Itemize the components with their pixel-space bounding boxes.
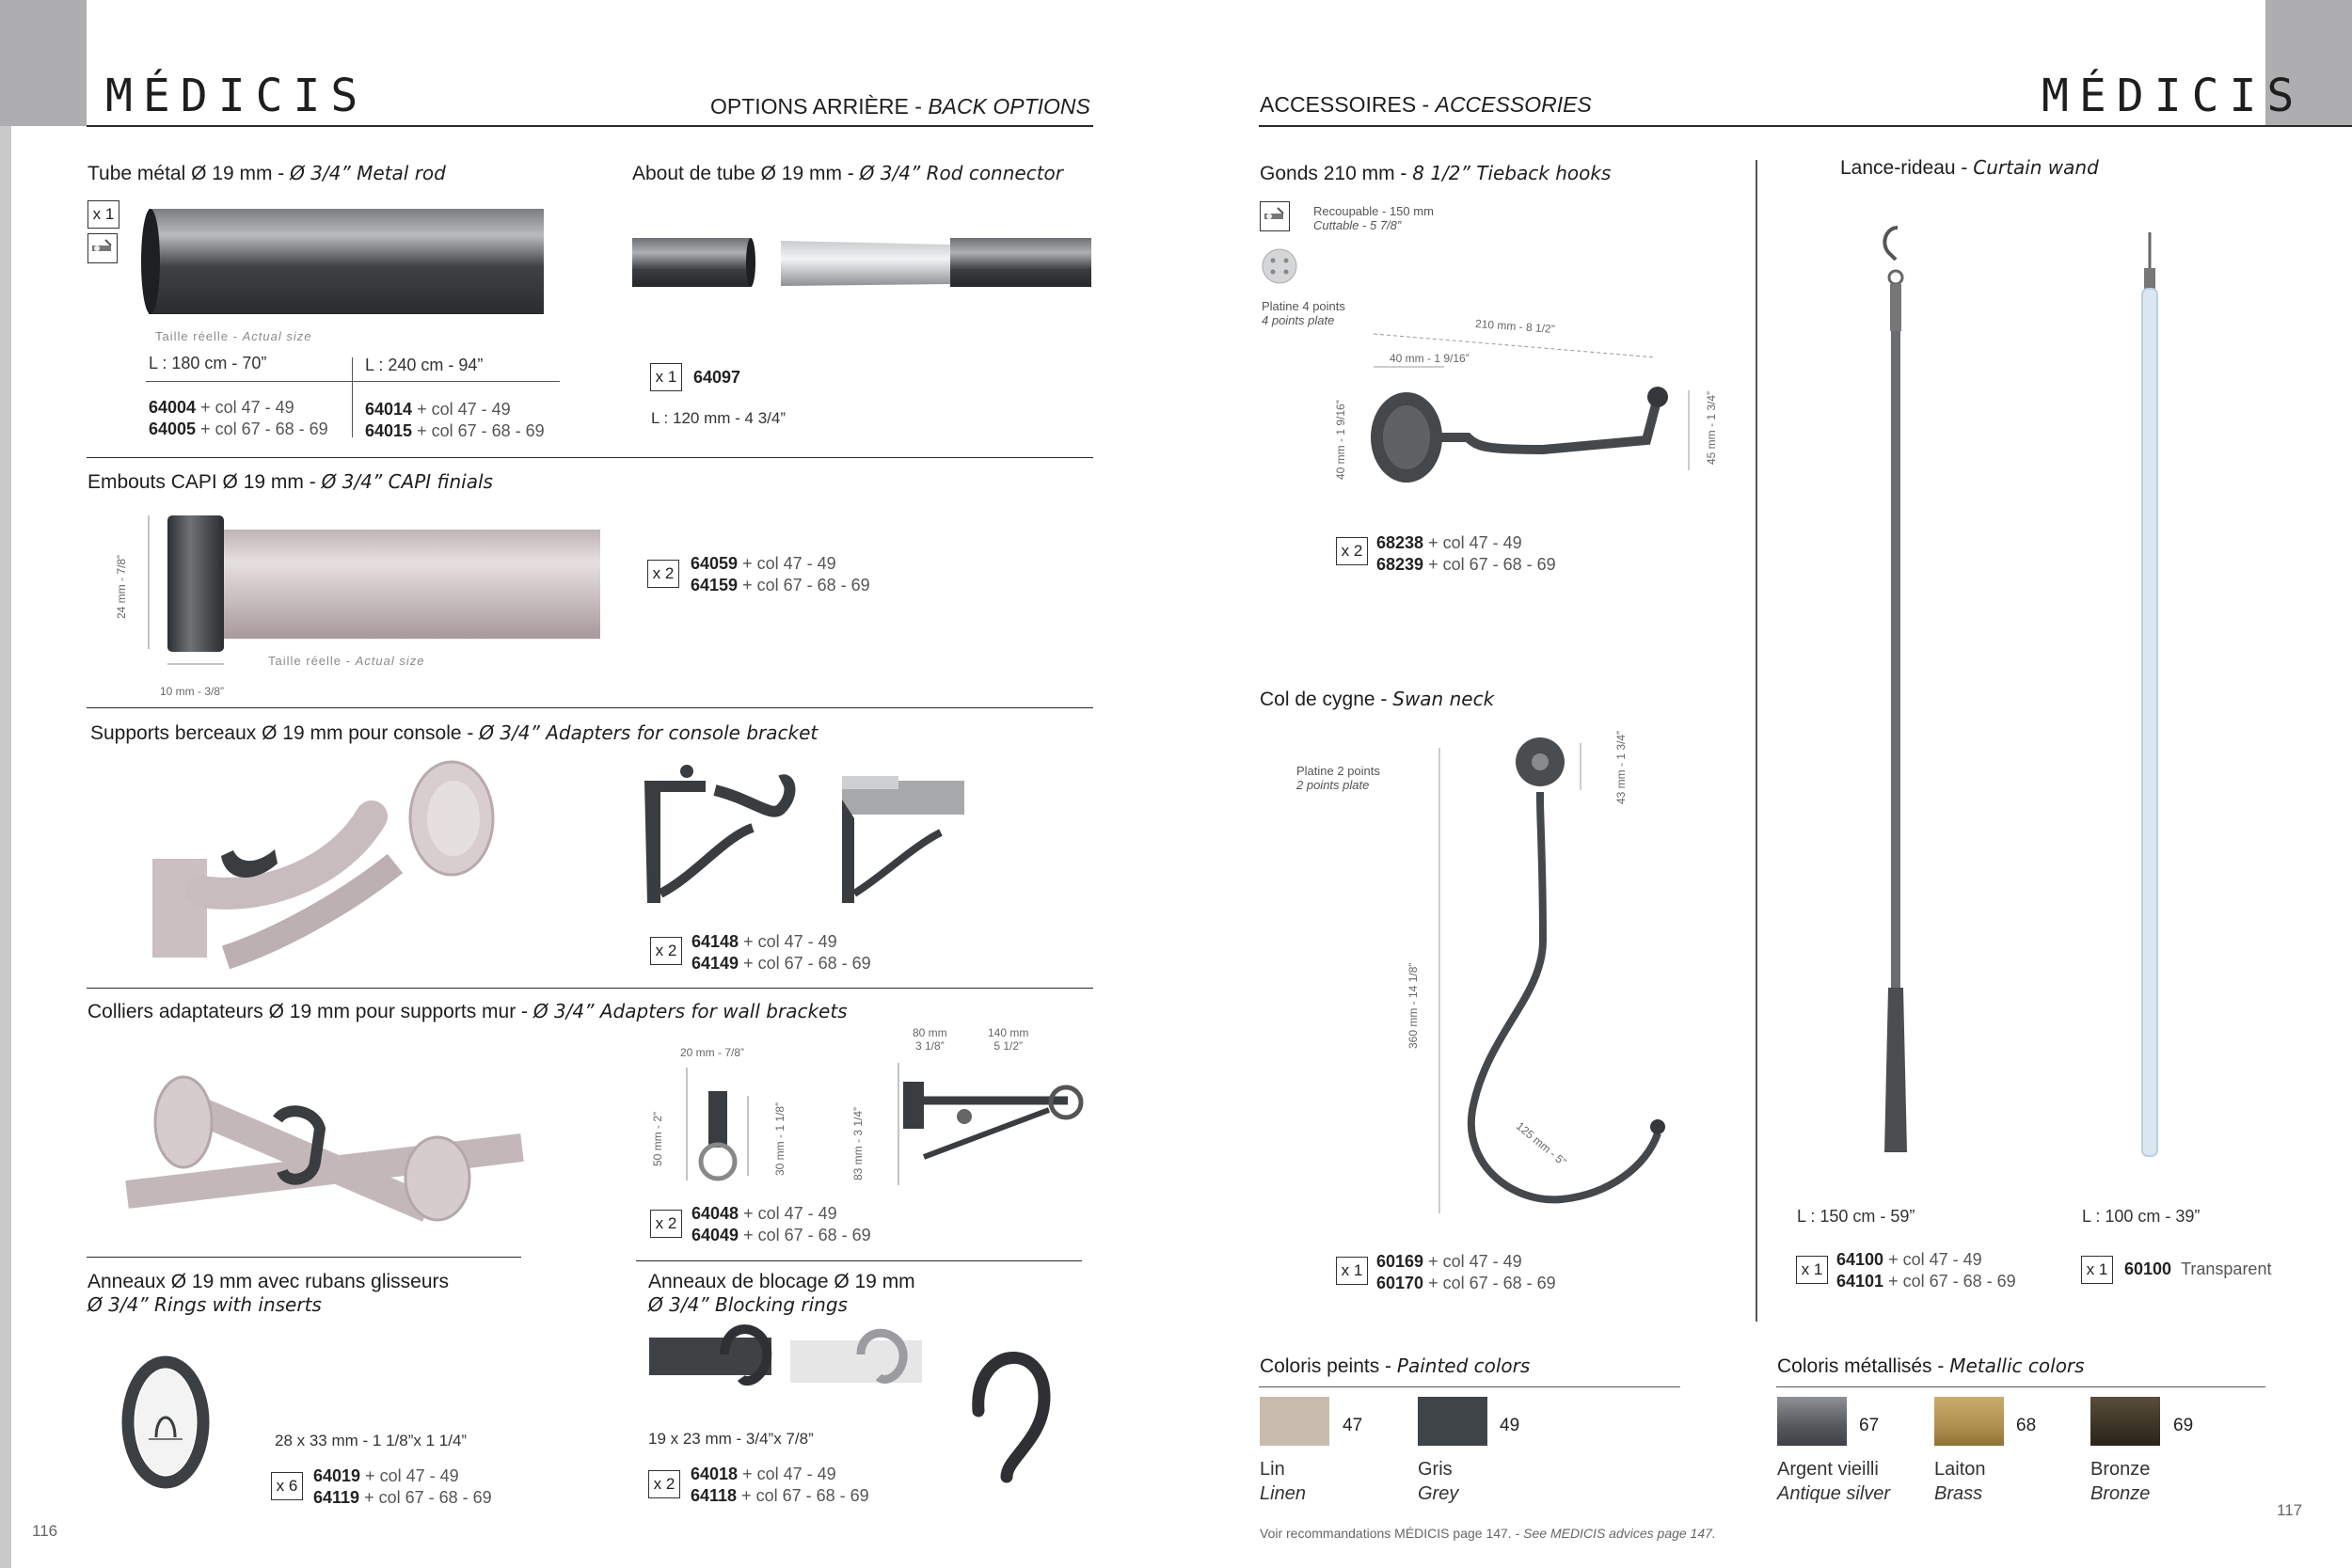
swan-dim-43: 43 mm - 1 3/4”: [1614, 730, 1628, 804]
metal-rod-qty: x 1: [87, 200, 119, 229]
swan-code-1-rest: + col 47 - 49: [1423, 1252, 1522, 1271]
metal-rod-code-b2: 64015: [365, 421, 413, 440]
painted-colors-title: [1260, 1354, 1530, 1378]
tieback-cuttable-en: Cuttable - 5 7/8”: [1313, 218, 1402, 232]
console-bracket-images: [640, 762, 969, 912]
rings-inserts-code-1: 64019: [313, 1466, 361, 1485]
capi-dim-height: 24 mm - 7/8”: [115, 554, 128, 619]
swan-neck-title-en: Swan neck: [1392, 688, 1495, 710]
metal-rod-codes-b: [365, 399, 545, 442]
console-code-1: 64148: [691, 932, 739, 951]
wall-codes: [691, 1203, 871, 1246]
metal-rod-code-a2-rest: + col 67 - 68 - 69: [196, 420, 328, 438]
capi-finials-title-fr: Embouts CAPI Ø 19 mm -: [87, 471, 322, 493]
blocking-rings-size: 19 x 23 mm - 3/4”x 7/8”: [648, 1430, 814, 1448]
rule-after-capi: [87, 707, 1093, 708]
curtain-wand-code-t: 60100: [2124, 1259, 2172, 1278]
blocking-rings-codes: [691, 1464, 869, 1507]
console-adapters-title-fr: Supports berceaux Ø 19 mm pour console -: [90, 722, 480, 744]
tieback-cuttable-saw-icon: [1260, 201, 1290, 231]
capi-actual-size-fr: Taille réelle -: [268, 654, 356, 668]
metal-rod-table-rule: [146, 381, 560, 382]
swan-qty: x 1: [1336, 1257, 1368, 1285]
metal-rod-title: [87, 162, 446, 185]
painted-colors-title-fr: Coloris peints -: [1260, 1355, 1397, 1377]
right-brand-title: MÉDICIS: [2042, 70, 2305, 122]
metal-rod-code-b2-rest: + col 67 - 68 - 69: [412, 421, 545, 440]
metallic-colors-title-fr: Coloris métallisés -: [1777, 1355, 1950, 1377]
blocking-rings-code-1: 64018: [691, 1465, 739, 1483]
metal-rod-code-a1: 64004: [149, 398, 197, 417]
swatch-68-num: 68: [2016, 1416, 2037, 1435]
console-qty: x 2: [650, 937, 682, 965]
rod-connector-title-en: Ø 3/4” Rod connector: [859, 162, 1064, 184]
tieback-dim-210: 210 mm - 8 1/2”: [1474, 317, 1556, 336]
metallic-colors-rule: [1776, 1386, 2265, 1387]
blocking-rings-code-1-rest: + col 47 - 49: [738, 1465, 836, 1483]
blocking-rings-title-fr: Anneaux de blocage Ø 19 mm: [648, 1271, 915, 1292]
console-adapters-title-en: Ø 3/4” Adapters for console bracket: [479, 721, 818, 744]
wall-qty: x 2: [650, 1210, 682, 1238]
left-grey-margin: [0, 126, 11, 1568]
capi-dim-width: 10 mm - 3/8”: [160, 685, 225, 698]
tieback-qty: x 2: [1336, 537, 1368, 565]
curtain-wand-title-fr: Lance-rideau -: [1840, 157, 1974, 179]
metal-rod-length-a: L : 180 cm - 70”: [149, 354, 267, 372]
tieback-codes: [1376, 532, 1556, 576]
wall-dim-140-mm: 140 mm: [988, 1026, 1029, 1039]
blocking-rings-code-2-rest: + col 67 - 68 - 69: [737, 1486, 869, 1505]
tieback-code-2: 68239: [1376, 555, 1424, 574]
swatch-47-name: [1260, 1457, 1306, 1506]
right-page-number: 117: [2277, 1501, 2303, 1519]
tieback-hooks-title: [1260, 162, 1611, 185]
rule-rings-left: [87, 1257, 521, 1258]
curtain-wand-length-metal: L : 150 cm - 59”: [1797, 1207, 1915, 1226]
swatch-67-fr: Argent vieilli: [1777, 1459, 1879, 1480]
curtain-wand-code-1-rest: + col 47 - 49: [1883, 1250, 1982, 1269]
console-adapter-image: [151, 760, 499, 958]
capi-code-2-rest: + col 67 - 68 - 69: [738, 576, 870, 594]
metal-rod-title-en: Ø 3/4” Metal rod: [290, 162, 446, 184]
metal-rod-actual-size-fr: Taille réelle -: [155, 329, 243, 343]
cuttable-saw-icon: [87, 233, 118, 263]
rings-inserts-qty: x 6: [271, 1472, 303, 1500]
wall-bracket-diagram: [880, 1058, 1096, 1190]
swan-plate: [1296, 764, 1380, 792]
capi-code-1: 64059: [691, 554, 739, 573]
right-footer-fr: Voir recommandations MÉDICIS page 147. -: [1260, 1526, 1524, 1541]
painted-colors-rule: [1259, 1386, 1680, 1387]
left-brand-title: MÉDICIS: [105, 70, 369, 122]
wall-code-2: 64049: [691, 1226, 739, 1244]
rod-connector-title-fr: About de tube Ø 19 mm -: [632, 163, 860, 184]
rings-inserts-codes: [313, 1465, 492, 1509]
left-grey-tab: [0, 0, 87, 126]
console-codes: [691, 931, 871, 974]
metal-rod-code-a2: 64005: [149, 420, 197, 438]
console-code-1-rest: + col 47 - 49: [739, 932, 837, 951]
swatch-49-name: [1418, 1457, 1458, 1506]
right-header-rule: [1259, 125, 2352, 127]
capi-codes: [691, 553, 870, 596]
swatch-67-num: 67: [1859, 1416, 1880, 1435]
swan-neck-title: [1260, 688, 1494, 711]
rod-connector-code: 64097: [693, 368, 741, 387]
rod-connector-length: L : 120 mm - 4 3/4”: [651, 409, 786, 427]
metallic-colors-title: [1777, 1354, 2085, 1378]
rings-inserts-size: 28 x 33 mm - 1 1/8”x 1 1/4”: [275, 1432, 468, 1449]
rod-connector-qty: x 1: [650, 363, 682, 391]
blocking-rings-title: [648, 1270, 915, 1317]
capi-code-2: 64159: [691, 576, 739, 594]
painted-colors-title-en: Painted colors: [1396, 1354, 1531, 1377]
metal-rod-code-b1-rest: + col 47 - 49: [412, 400, 511, 419]
rule-rings-right: [636, 1260, 1082, 1261]
swan-plate-fr: Platine 2 points: [1296, 764, 1380, 778]
swatch-69-fr: Bronze: [2090, 1459, 2151, 1480]
swan-dim-125: 125 mm - 5”: [1514, 1119, 1569, 1169]
curtain-wand-code-1: 64100: [1836, 1250, 1884, 1269]
curtain-wand-metal-codes: [1836, 1249, 2016, 1292]
wall-dim-80-mm: 80 mm: [913, 1026, 947, 1039]
swatch-47: [1260, 1397, 1329, 1446]
left-header-sep: -: [908, 94, 929, 119]
swatch-67-name: [1777, 1457, 1890, 1506]
tieback-code-1: 68238: [1376, 533, 1424, 552]
blocking-rings-qty: x 2: [648, 1470, 680, 1498]
rings-inserts-code-2-rest: + col 67 - 68 - 69: [359, 1488, 492, 1507]
swan-code-1: 60169: [1376, 1252, 1424, 1271]
rings-inserts-code-1-rest: + col 47 - 49: [360, 1466, 459, 1485]
wall-adapter-diagram: [677, 1058, 781, 1190]
tieback-plate: [1262, 299, 1345, 327]
swatch-49-num: 49: [1500, 1416, 1520, 1435]
swan-plate-en: 2 points plate: [1296, 778, 1370, 792]
tieback-hooks-title-fr: Gonds 210 mm -: [1260, 163, 1413, 184]
swatch-47-fr: Lin: [1260, 1459, 1285, 1480]
tieback-code-2-rest: + col 67 - 68 - 69: [1423, 555, 1556, 574]
left-header-en: BACK OPTIONS: [928, 94, 1090, 119]
capi-finials-title: [87, 470, 493, 494]
tieback-hook-image: [1355, 329, 1731, 489]
wall-code-1-rest: + col 47 - 49: [739, 1204, 837, 1223]
right-header-sep: -: [1416, 92, 1436, 117]
rule-after-console: [87, 988, 1093, 989]
ring-insert-image: [120, 1354, 211, 1491]
wall-adapters-title-en: Ø 3/4” Adapters for wall brackets: [532, 1000, 848, 1022]
metal-rod-title-fr: Tube métal Ø 19 mm -: [87, 163, 291, 184]
curtain-wand-clear-image: [2122, 230, 2178, 1162]
swatch-67: [1777, 1397, 1847, 1446]
blocking-rings-title-en: Ø 3/4” Blocking rings: [648, 1293, 848, 1316]
plate-four-points-icon: [1261, 243, 1298, 290]
capi-finial-image: [141, 515, 602, 671]
wall-adapters-title-fr: Colliers adaptateurs Ø 19 mm pour supports mur -: [87, 1001, 533, 1022]
swatch-69-name: [2090, 1457, 2150, 1506]
capi-code-1-rest: + col 47 - 49: [738, 554, 836, 573]
right-header-fr: ACCESSOIRES: [1260, 92, 1417, 117]
curtain-wand-clear-qty: x 1: [2081, 1256, 2113, 1284]
blocking-rings-code-2: 64118: [691, 1486, 738, 1505]
left-section-header: [710, 94, 1090, 119]
swatch-49-en: Grey: [1418, 1483, 1459, 1504]
metal-rod-codes-a: [149, 397, 328, 440]
left-header-rule: [87, 125, 1093, 127]
left-page-number: 116: [32, 1522, 58, 1540]
swatch-68-fr: Laiton: [1934, 1459, 1986, 1480]
capi-qty: x 2: [647, 560, 679, 588]
curtain-wand-code-2-rest: + col 67 - 68 - 69: [1883, 1272, 2016, 1291]
swatch-68-name: [1934, 1457, 1986, 1506]
console-code-2-rest: + col 67 - 68 - 69: [739, 954, 871, 973]
wall-dim-140-in: 5 1/2”: [993, 1039, 1024, 1053]
capi-actual-size: [268, 654, 424, 668]
swan-codes: [1376, 1251, 1556, 1294]
tieback-plate-en: 4 points plate: [1262, 313, 1335, 327]
wall-dim-left: 50 mm - 2”: [651, 1111, 664, 1166]
rings-inserts-title-fr: Anneaux Ø 19 mm avec rubans glisseurs: [87, 1271, 450, 1292]
wall-code-2-rest: + col 67 - 68 - 69: [739, 1226, 871, 1244]
wall-code-1: 64048: [691, 1204, 739, 1223]
wall-dim-140: [988, 1026, 1028, 1053]
wall-dim-80-in: 3 1/8”: [915, 1039, 945, 1053]
wall-adapter-image: [127, 1068, 522, 1218]
swatch-68-en: Brass: [1934, 1483, 1983, 1504]
rings-inserts-title: [87, 1270, 449, 1317]
swan-code-2: 60170: [1376, 1274, 1424, 1292]
capi-actual-size-en: Actual size: [355, 654, 425, 668]
right-header-en: ACCESSORIES: [1435, 92, 1592, 117]
swatch-69-num: 69: [2173, 1416, 2194, 1435]
tieback-dim-40w: 40 mm - 1 9/16”: [1390, 352, 1470, 365]
curtain-wand-title: [1840, 156, 2099, 180]
rings-inserts-title-en: Ø 3/4” Rings with inserts: [87, 1293, 322, 1316]
console-code-2: 64149: [691, 954, 739, 973]
curtain-wand-title-en: Curtain wand: [1973, 156, 2099, 179]
right-column-divider: [1756, 160, 1757, 1322]
metal-rod-code-a1-rest: + col 47 - 49: [196, 398, 294, 417]
swan-code-2-rest: + col 67 - 68 - 69: [1423, 1274, 1556, 1292]
rod-connector-image: [630, 235, 1093, 292]
curtain-wand-code-t-rest: Transparent: [2181, 1259, 2272, 1278]
metal-rod-length-b: L : 240 cm - 94”: [365, 356, 484, 374]
swatch-68: [1934, 1397, 2004, 1446]
swatch-49-fr: Gris: [1418, 1459, 1453, 1480]
tieback-dim-40h: 40 mm - 1 9/16”: [1334, 400, 1347, 480]
curtain-wand-metal-image: [1867, 226, 1924, 1157]
wall-dim-right: 30 mm - 1 1/8”: [773, 1101, 787, 1176]
swatch-49: [1418, 1397, 1487, 1446]
rings-inserts-code-2: 64119: [313, 1488, 360, 1507]
rule-after-rod: [87, 457, 1093, 458]
metal-rod-actual-size: [155, 329, 311, 343]
metal-rod-image: [139, 209, 544, 314]
swatch-69: [2090, 1397, 2160, 1446]
wall-dim-80: [913, 1026, 947, 1053]
tieback-cuttable-fr: Recoupable - 150 mm: [1313, 204, 1434, 218]
curtain-wand-code-2: 64101: [1836, 1272, 1884, 1291]
wall-dim-83: 83 mm - 3 1/4”: [851, 1106, 865, 1180]
tieback-cuttable: [1313, 204, 1434, 232]
curtain-wand-metal-qty: x 1: [1796, 1256, 1828, 1284]
tieback-code-1-rest: + col 47 - 49: [1423, 533, 1522, 552]
left-header-fr: OPTIONS ARRIÈRE: [710, 94, 909, 119]
tieback-dim-45: 45 mm - 1 3/4”: [1705, 390, 1718, 465]
blocking-ring-images: [649, 1326, 1063, 1486]
swatch-69-en: Bronze: [2090, 1483, 2151, 1504]
capi-finials-title-en: Ø 3/4” CAPI finials: [321, 470, 493, 493]
swan-dim-360: 360 mm - 14 1/8”: [1406, 962, 1420, 1049]
right-section-header: [1260, 92, 1592, 118]
metal-rod-actual-size-en: Actual size: [242, 329, 312, 343]
tieback-plate-fr: Platine 4 points: [1262, 299, 1345, 313]
console-adapters-title: [90, 721, 818, 745]
wall-dim-top: 20 mm - 7/8”: [680, 1046, 745, 1059]
metallic-colors-title-en: Metallic colors: [1949, 1354, 2085, 1377]
rod-connector-title: [632, 162, 1063, 185]
swatch-47-num: 47: [1343, 1416, 1363, 1435]
wall-adapters-title: [87, 1000, 848, 1023]
swan-neck-title-fr: Col de cygne -: [1260, 689, 1393, 710]
metal-rod-code-b1: 64014: [365, 400, 413, 419]
swatch-47-en: Linen: [1260, 1483, 1306, 1504]
curtain-wand-length-clear: L : 100 cm - 39”: [2082, 1207, 2201, 1226]
metal-rod-table-divider: [352, 357, 353, 437]
right-footer-note: [1260, 1526, 1716, 1541]
curtain-wand-clear-code: [2124, 1259, 2271, 1280]
right-footer-en: See MEDICIS advices page 147.: [1523, 1526, 1716, 1541]
tieback-hooks-title-en: 8 1/2” Tieback hooks: [1412, 162, 1612, 184]
swatch-67-en: Antique silver: [1777, 1483, 1891, 1504]
